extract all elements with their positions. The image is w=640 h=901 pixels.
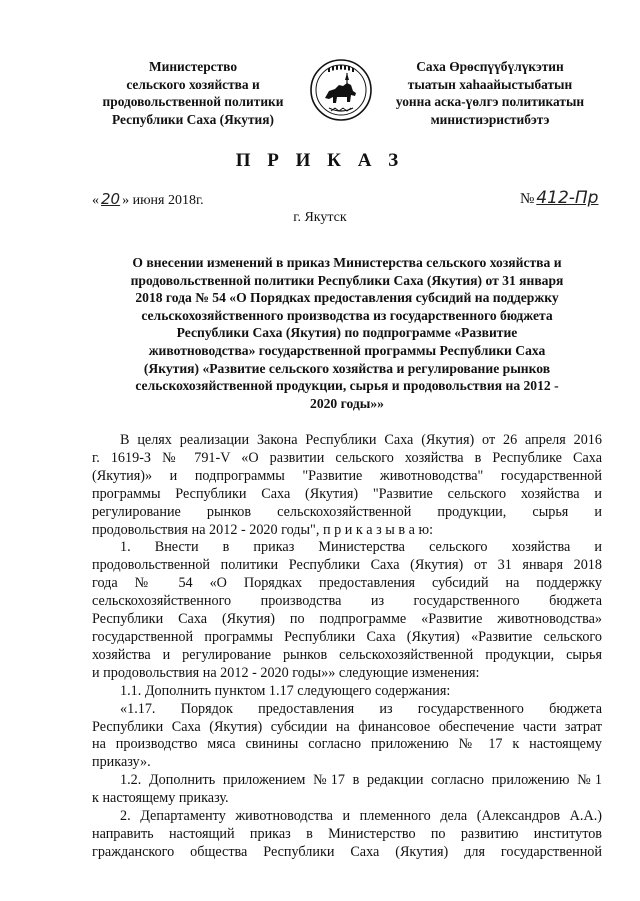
subject-line: сельскохозяйственного производства из государственного бюджета xyxy=(141,307,553,323)
body-line: (Якутия)» и подпрограммы "Развитие животноводства" государственной xyxy=(92,467,602,484)
coat-of-arms-sakha-icon xyxy=(309,58,373,122)
date-month-year: » июня 2018г. xyxy=(122,193,204,208)
subject-line: 2018 года № 54 «О Порядках предоставления субсидий на поддержку xyxy=(135,290,559,306)
date-open-quote: « xyxy=(92,193,99,208)
ministry-name-line: уонна аска-үөлгэ политикатын xyxy=(395,94,585,109)
body-line: направить настоящий приказ в Министерство по развитию институтов xyxy=(92,825,602,842)
body-line: г. 1619-З № 791-V «О развитии сельского хозяйства в Республике Саха xyxy=(92,449,602,466)
body-line: государственной программы Республики Саха (Якутия) «Развитие сельского xyxy=(92,628,602,645)
document-title: П Р И К А З xyxy=(235,150,405,171)
date-day-handwritten: 20 xyxy=(101,190,121,208)
subject-line: Республики Саха (Якутия) по подпрограмме «Развитие xyxy=(176,325,518,341)
body-line: 1.2. Дополнить приложением №17 в редакции согласно приложению №1 xyxy=(120,772,602,789)
body-line: гражданского общества Республики Саха (Якутия) для государственной xyxy=(92,843,602,860)
subject-line: животноводства» государственной программы Республики Саха xyxy=(148,342,546,358)
body-line: на производство мяса свинины согласно приложению № 17 к настоящему xyxy=(92,736,602,753)
subject-line: (Якутия) «Развитие сельского хозяйства и регулирование рынков xyxy=(143,360,551,376)
letterhead xyxy=(0,58,640,138)
order-number-sign: № xyxy=(520,191,535,207)
body-line: приказу». xyxy=(92,754,151,771)
body-line: регулирование рынков сельскохозяйственной продукции, сырья и xyxy=(92,503,602,520)
body-line: года № 54 «О Порядках предоставления субсидий на поддержку xyxy=(92,575,602,592)
body-line: программы Республики Саха (Якутия) "Развитие сельского хозяйства и xyxy=(92,485,602,502)
ministry-name-line: тыатын хаһаайыстыбатын xyxy=(407,76,573,92)
subject-line: 2020 годы»» xyxy=(310,395,384,411)
subject-line: О внесении изменений в приказ Министерства сельского хозяйства и xyxy=(132,255,562,270)
ministry-name-line: Саха Өрөспүүбүлүкэтин xyxy=(416,59,564,74)
ministry-name-line: сельского хозяйства и xyxy=(126,76,260,92)
order-body xyxy=(92,432,602,862)
order-subject xyxy=(92,254,602,412)
body-line: Республики Саха (Якутия) субсидии на финансовое обеспечение части затрат xyxy=(92,718,602,735)
body-line: продовольствия на 2012 - 2020 годы", п р и к а з ы в а ю: xyxy=(92,521,434,538)
body-line: 1.1. Дополнить пунктом 1.17 следующего содержания: xyxy=(120,682,451,699)
body-line: к настоящему приказу. xyxy=(92,790,229,807)
subject-line: продовольственной политики Республики Саха (Якутия) от 31 января xyxy=(130,272,564,288)
body-line: 2. Департаменту животноводства и племенного дела (Александров А.А.) xyxy=(120,808,602,825)
order-number xyxy=(520,188,600,208)
body-line: сельскохозяйственного производства из государственного бюджета xyxy=(92,593,602,610)
order-date xyxy=(92,190,204,209)
body-line: В целях реализации Закона Республики Саха (Якутия) от 26 апреля 2016 xyxy=(120,432,602,448)
order-number-handwritten: 412-Пр xyxy=(536,188,599,208)
ministry-name-russian xyxy=(88,58,298,128)
ministry-name-line: Министерство xyxy=(148,59,238,74)
document-city: г. Якутск xyxy=(293,210,347,225)
body-line: продовольственной политики Республики Саха (Якутия) от 31 января 2018 xyxy=(92,557,602,574)
body-line: хозяйства и регулирование рынков сельскохозяйственной продукции, сырья xyxy=(92,646,602,663)
ministry-name-line: продовольственной политики xyxy=(102,94,284,109)
ministry-name-line: Республики Саха (Якутия) xyxy=(112,111,274,127)
body-line: 1. Внести в приказ Министерства сельского хозяйства и xyxy=(120,539,602,556)
subject-line: сельскохозяйственной продукции, сырья и продовольствия на 2012 - xyxy=(135,378,559,394)
ministry-name-yakut xyxy=(380,58,600,128)
ministry-name-line: министиэристибэтэ xyxy=(430,111,550,127)
body-line: Республики Саха (Якутия) по подпрограмме «Развитие животноводства» xyxy=(92,611,602,628)
body-line: и продовольствия на 2012 - 2020 годы»» следующие изменения: xyxy=(92,664,480,681)
body-line: «1.17. Порядок предоставления из государственного бюджета xyxy=(120,700,602,717)
